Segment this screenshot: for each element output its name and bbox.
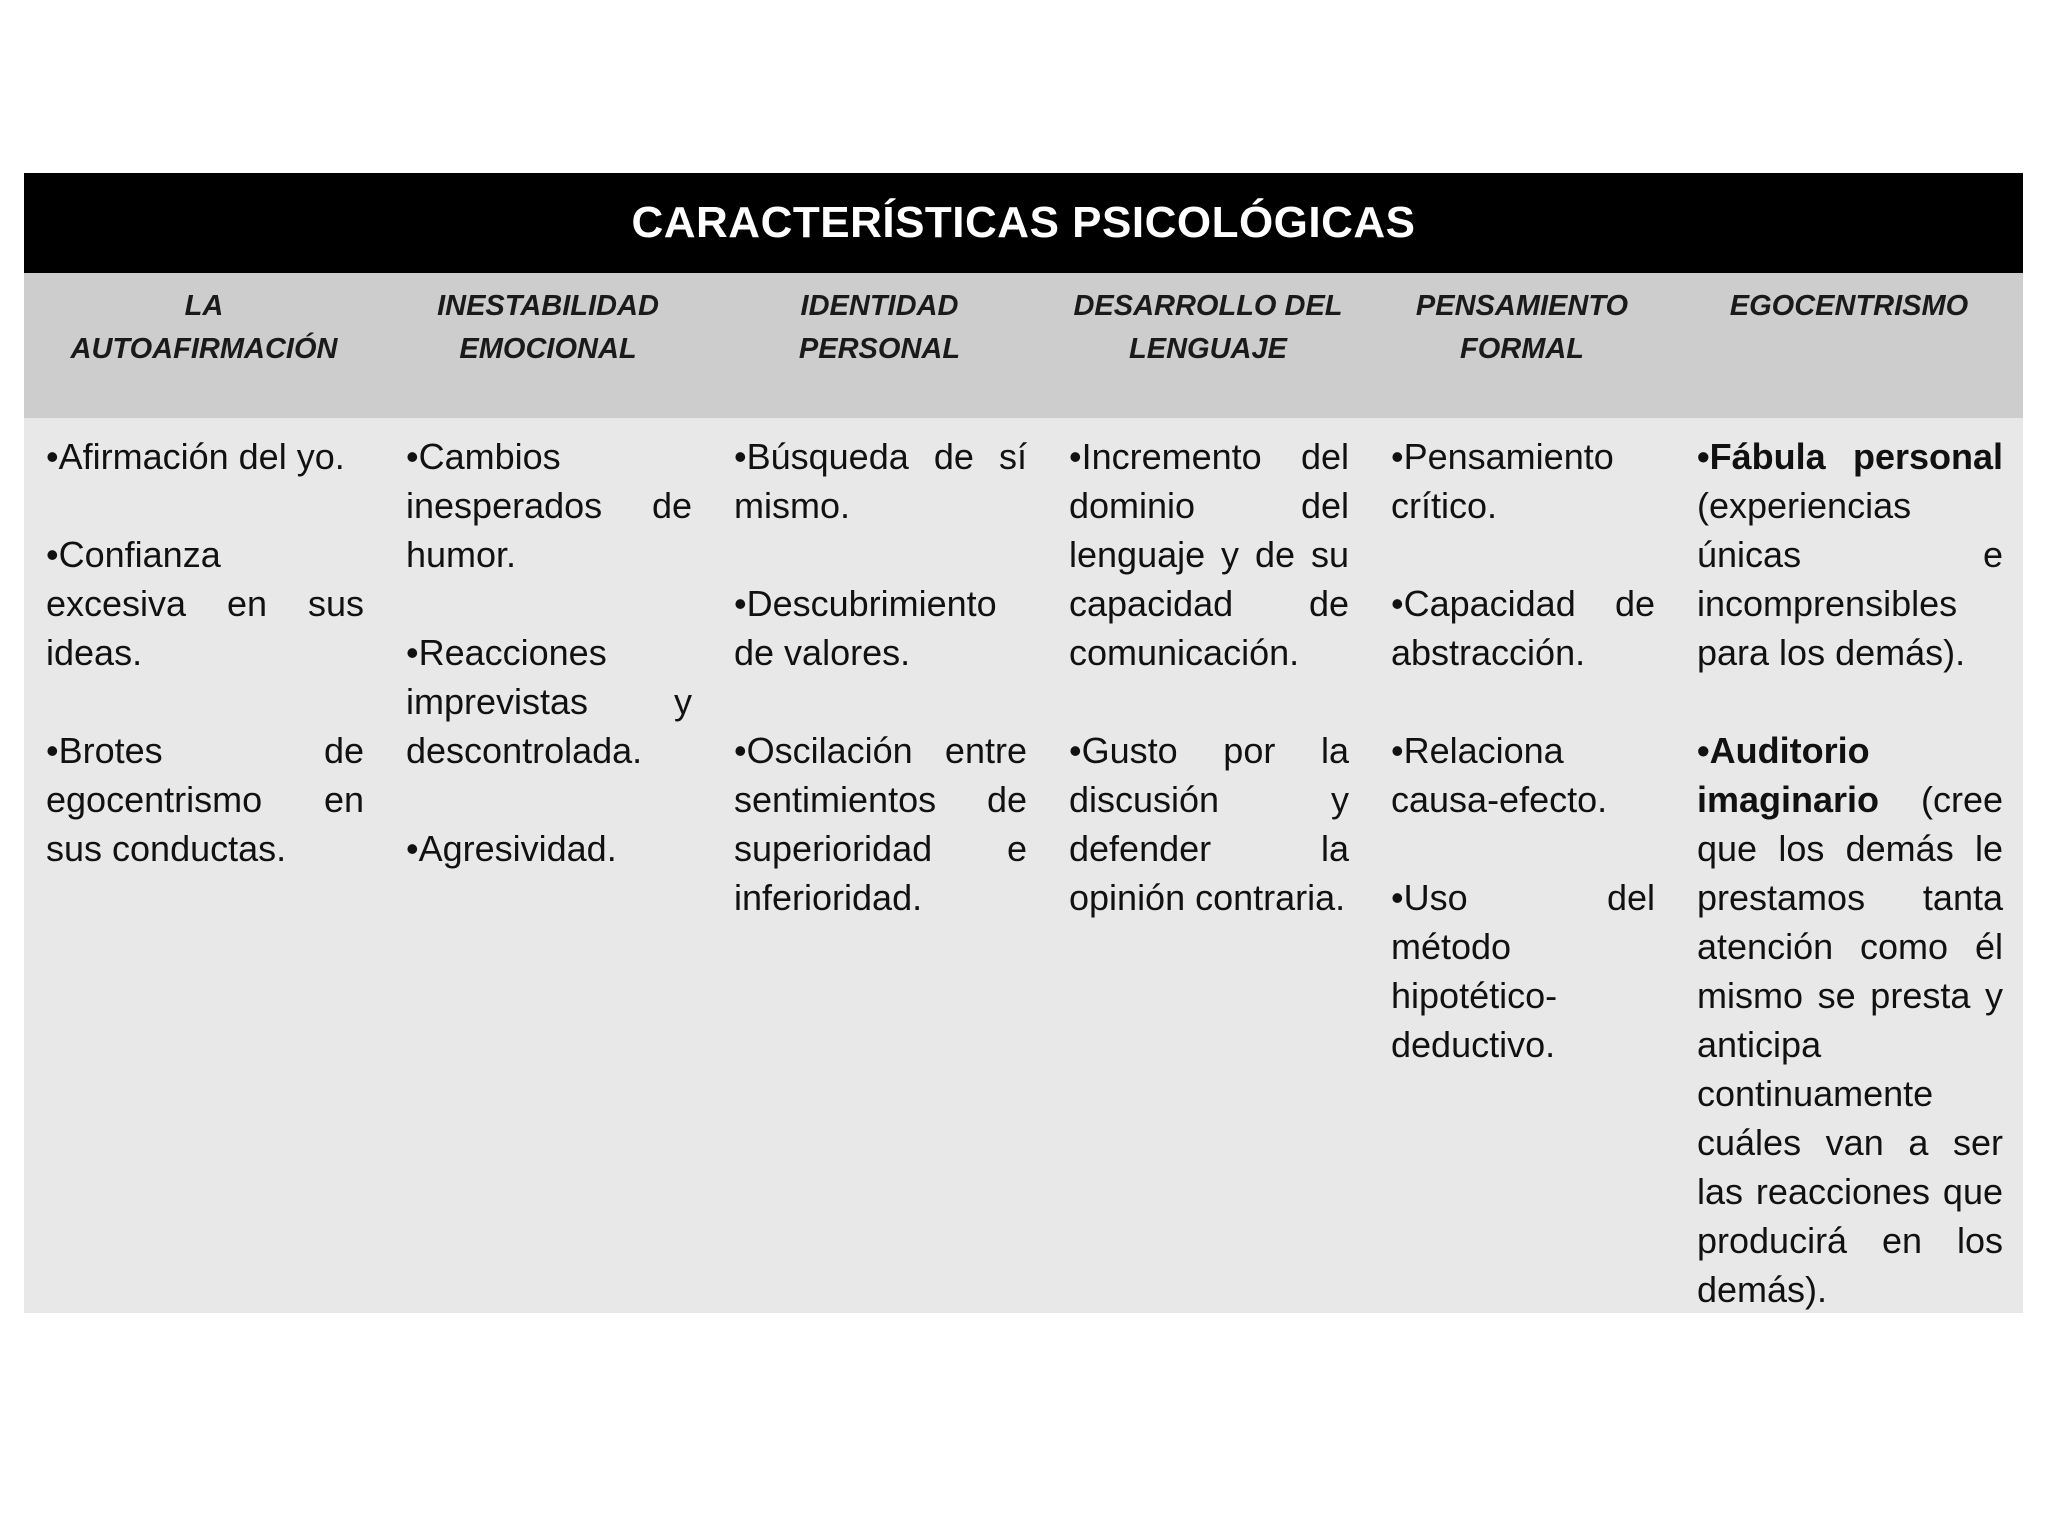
list-item: •Brotes de egocentrismo en sus conductas. [46, 730, 364, 869]
body-row [24, 418, 2023, 1313]
list-item: •Descubrimiento de valores. [734, 583, 997, 673]
header-inestabilidad-emocional: INESTABILIDAD EMOCIONAL [437, 290, 659, 365]
list-item: •Afirmación del yo. [46, 436, 345, 477]
list-item: •Uso del método hipotético-deductivo. [1391, 877, 1655, 1065]
term-auditorio-imaginario: •Auditorio imaginario [1697, 730, 1880, 820]
header-pensamiento-formal: PENSAMIENTO FORMAL [1415, 290, 1629, 365]
list-item: •Agresividad. [406, 828, 617, 869]
cell-pensamiento-formal [1369, 418, 1675, 1314]
cell-egocentrismo [1675, 418, 2023, 1314]
list-item: •Confianza excesiva en sus ideas. [46, 534, 364, 673]
list-item [1697, 726, 2003, 1314]
characteristics-table [24, 173, 2023, 1313]
list-item: •Oscilación entre sentimientos de superioridad e inferioridad. [734, 730, 1027, 918]
list-item: •Búsqueda de sí mismo. [734, 436, 1027, 526]
term-description: (cree que los demás le prestamos tanta atención como él mismo se presta y anticipa continuamente cuáles van a ser las reacciones que producirá en los demás). [1697, 779, 2003, 1310]
list-item: •Incremento del dominio del lenguaje y de su capacidad de comunicación. [1069, 436, 1349, 673]
header-identidad-personal: IDENTIDAD PERSONAL [798, 290, 961, 365]
list-item: •Pensamiento crítico. [1391, 436, 1614, 526]
term-description: (experiencias únicas e incomprensibles para los demás). [1697, 485, 2003, 673]
cell-desarrollo-lenguaje [1047, 418, 1369, 1314]
header-egocentrismo: EGOCENTRISMO [1729, 290, 1969, 322]
header-row [24, 273, 2023, 418]
list-item: •Reacciones imprevistas y descontrolada. [406, 632, 692, 771]
cell-autoafirmacion [24, 418, 384, 1314]
list-item: •Capacidad de abstracción. [1391, 583, 1655, 673]
list-item [1697, 432, 2003, 677]
cell-identidad-personal [712, 418, 1047, 1314]
term-fabula-personal: •Fábula personal [1697, 436, 2003, 477]
list-item: •Relaciona causa-efecto. [1391, 730, 1608, 820]
list-item: •Gusto por la discusión y defender la opinión contraria. [1069, 730, 1349, 918]
header-autoafirmacion: LA AUTOAFIRMACIÓN [70, 290, 338, 365]
header-desarrollo-lenguaje: DESARROLLO DEL LENGUAJE [1073, 290, 1343, 365]
table-title: CARACTERÍSTICAS PSICOLÓGICAS [24, 173, 2023, 273]
cell-inestabilidad-emocional [384, 418, 712, 1314]
list-item: •Cambios inesperados de humor. [406, 436, 692, 575]
